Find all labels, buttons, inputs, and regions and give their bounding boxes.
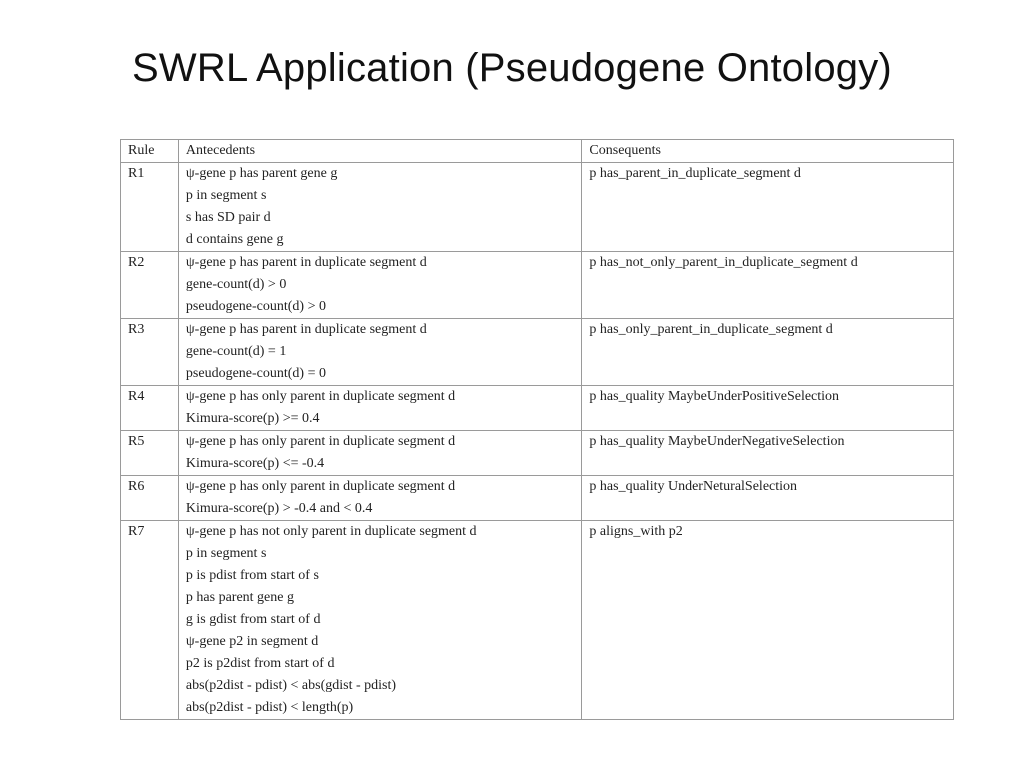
antecedent-line: s has SD pair d bbox=[185, 210, 271, 225]
consequent-cell bbox=[582, 319, 954, 386]
antecedent-line: ψ-gene p has only parent in duplicate segment d bbox=[185, 479, 456, 494]
consequent-line: p aligns_with p2 bbox=[589, 524, 683, 539]
table-row bbox=[121, 431, 954, 476]
consequent-line: p has_parent_in_duplicate_segment d bbox=[589, 166, 801, 181]
antecedent-line: p in segment s bbox=[185, 188, 267, 203]
header-rule: Rule bbox=[121, 140, 179, 163]
antecedent-line: ψ-gene p has not only parent in duplicate segment d bbox=[185, 524, 477, 539]
rule-id-cell: R4 bbox=[121, 386, 179, 431]
rule-id-cell: R1 bbox=[121, 163, 179, 252]
antecedent-line: abs(p2dist - pdist) < abs(gdist - pdist) bbox=[185, 678, 397, 693]
table-row bbox=[121, 319, 954, 386]
antecedent-line: ψ-gene p has parent in duplicate segment d bbox=[185, 322, 427, 337]
antecedent-line: ψ-gene p2 in segment d bbox=[185, 634, 319, 649]
rule-id-cell: R3 bbox=[121, 319, 179, 386]
antecedent-line: pseudogene-count(d) = 0 bbox=[185, 366, 326, 381]
table-row bbox=[121, 521, 954, 720]
table-row bbox=[121, 476, 954, 521]
antecedent-line: p in segment s bbox=[185, 546, 267, 561]
antecedent-line: Kimura-score(p) > -0.4 and < 0.4 bbox=[185, 501, 373, 516]
slide-title: SWRL Application (Pseudogene Ontology) bbox=[132, 46, 892, 90]
antecedents-cell bbox=[178, 431, 582, 476]
consequent-cell bbox=[582, 431, 954, 476]
swrl-rules-table bbox=[120, 139, 954, 720]
antecedent-line: ψ-gene p has only parent in duplicate segment d bbox=[185, 389, 456, 404]
antecedents-cell bbox=[178, 386, 582, 431]
antecedents-cell bbox=[178, 476, 582, 521]
antecedent-line: ψ-gene p has parent gene g bbox=[185, 166, 338, 181]
antecedent-line: abs(p2dist - pdist) < length(p) bbox=[185, 700, 354, 715]
antecedents-cell bbox=[178, 521, 582, 720]
consequent-cell bbox=[582, 476, 954, 521]
consequent-cell bbox=[582, 163, 954, 252]
rule-id-cell: R7 bbox=[121, 521, 179, 720]
consequent-line: p has_quality MaybeUnderPositiveSelection bbox=[589, 389, 840, 404]
antecedent-line: ψ-gene p has parent in duplicate segment d bbox=[185, 255, 427, 270]
rule-id-cell: R6 bbox=[121, 476, 179, 521]
antecedent-line: g is gdist from start of d bbox=[185, 612, 321, 627]
antecedent-line: p2 is p2dist from start of d bbox=[185, 656, 335, 671]
consequent-cell bbox=[582, 521, 954, 720]
header-consequents: Consequents bbox=[582, 140, 954, 163]
antecedent-line: Kimura-score(p) <= -0.4 bbox=[185, 456, 325, 471]
antecedent-line: p is pdist from start of s bbox=[185, 568, 319, 583]
consequent-line: p has_quality MaybeUnderNegativeSelection bbox=[589, 434, 845, 449]
antecedent-line: gene-count(d) = 1 bbox=[185, 344, 287, 359]
antecedents-cell bbox=[178, 163, 582, 252]
consequent-line: p has_quality UnderNeturalSelection bbox=[589, 479, 798, 494]
consequent-cell bbox=[582, 386, 954, 431]
antecedents-cell bbox=[178, 319, 582, 386]
antecedents-cell bbox=[178, 252, 582, 319]
table-body bbox=[121, 163, 954, 720]
rule-id-cell: R5 bbox=[121, 431, 179, 476]
antecedent-line: pseudogene-count(d) > 0 bbox=[185, 299, 326, 314]
antecedent-line: Kimura-score(p) >= 0.4 bbox=[185, 411, 320, 426]
antecedent-line: ψ-gene p has only parent in duplicate segment d bbox=[185, 434, 456, 449]
table-row bbox=[121, 252, 954, 319]
rule-id-cell: R2 bbox=[121, 252, 179, 319]
consequent-cell bbox=[582, 252, 954, 319]
table-header-row bbox=[121, 140, 954, 163]
antecedent-line: p has parent gene g bbox=[185, 590, 294, 605]
table-row bbox=[121, 163, 954, 252]
consequent-line: p has_only_parent_in_duplicate_segment d bbox=[589, 322, 833, 337]
consequent-line: p has_not_only_parent_in_duplicate_segment d bbox=[589, 255, 858, 270]
antecedent-line: gene-count(d) > 0 bbox=[185, 277, 287, 292]
header-antecedents: Antecedents bbox=[178, 140, 582, 163]
table-row bbox=[121, 386, 954, 431]
antecedent-line: d contains gene g bbox=[185, 232, 284, 247]
